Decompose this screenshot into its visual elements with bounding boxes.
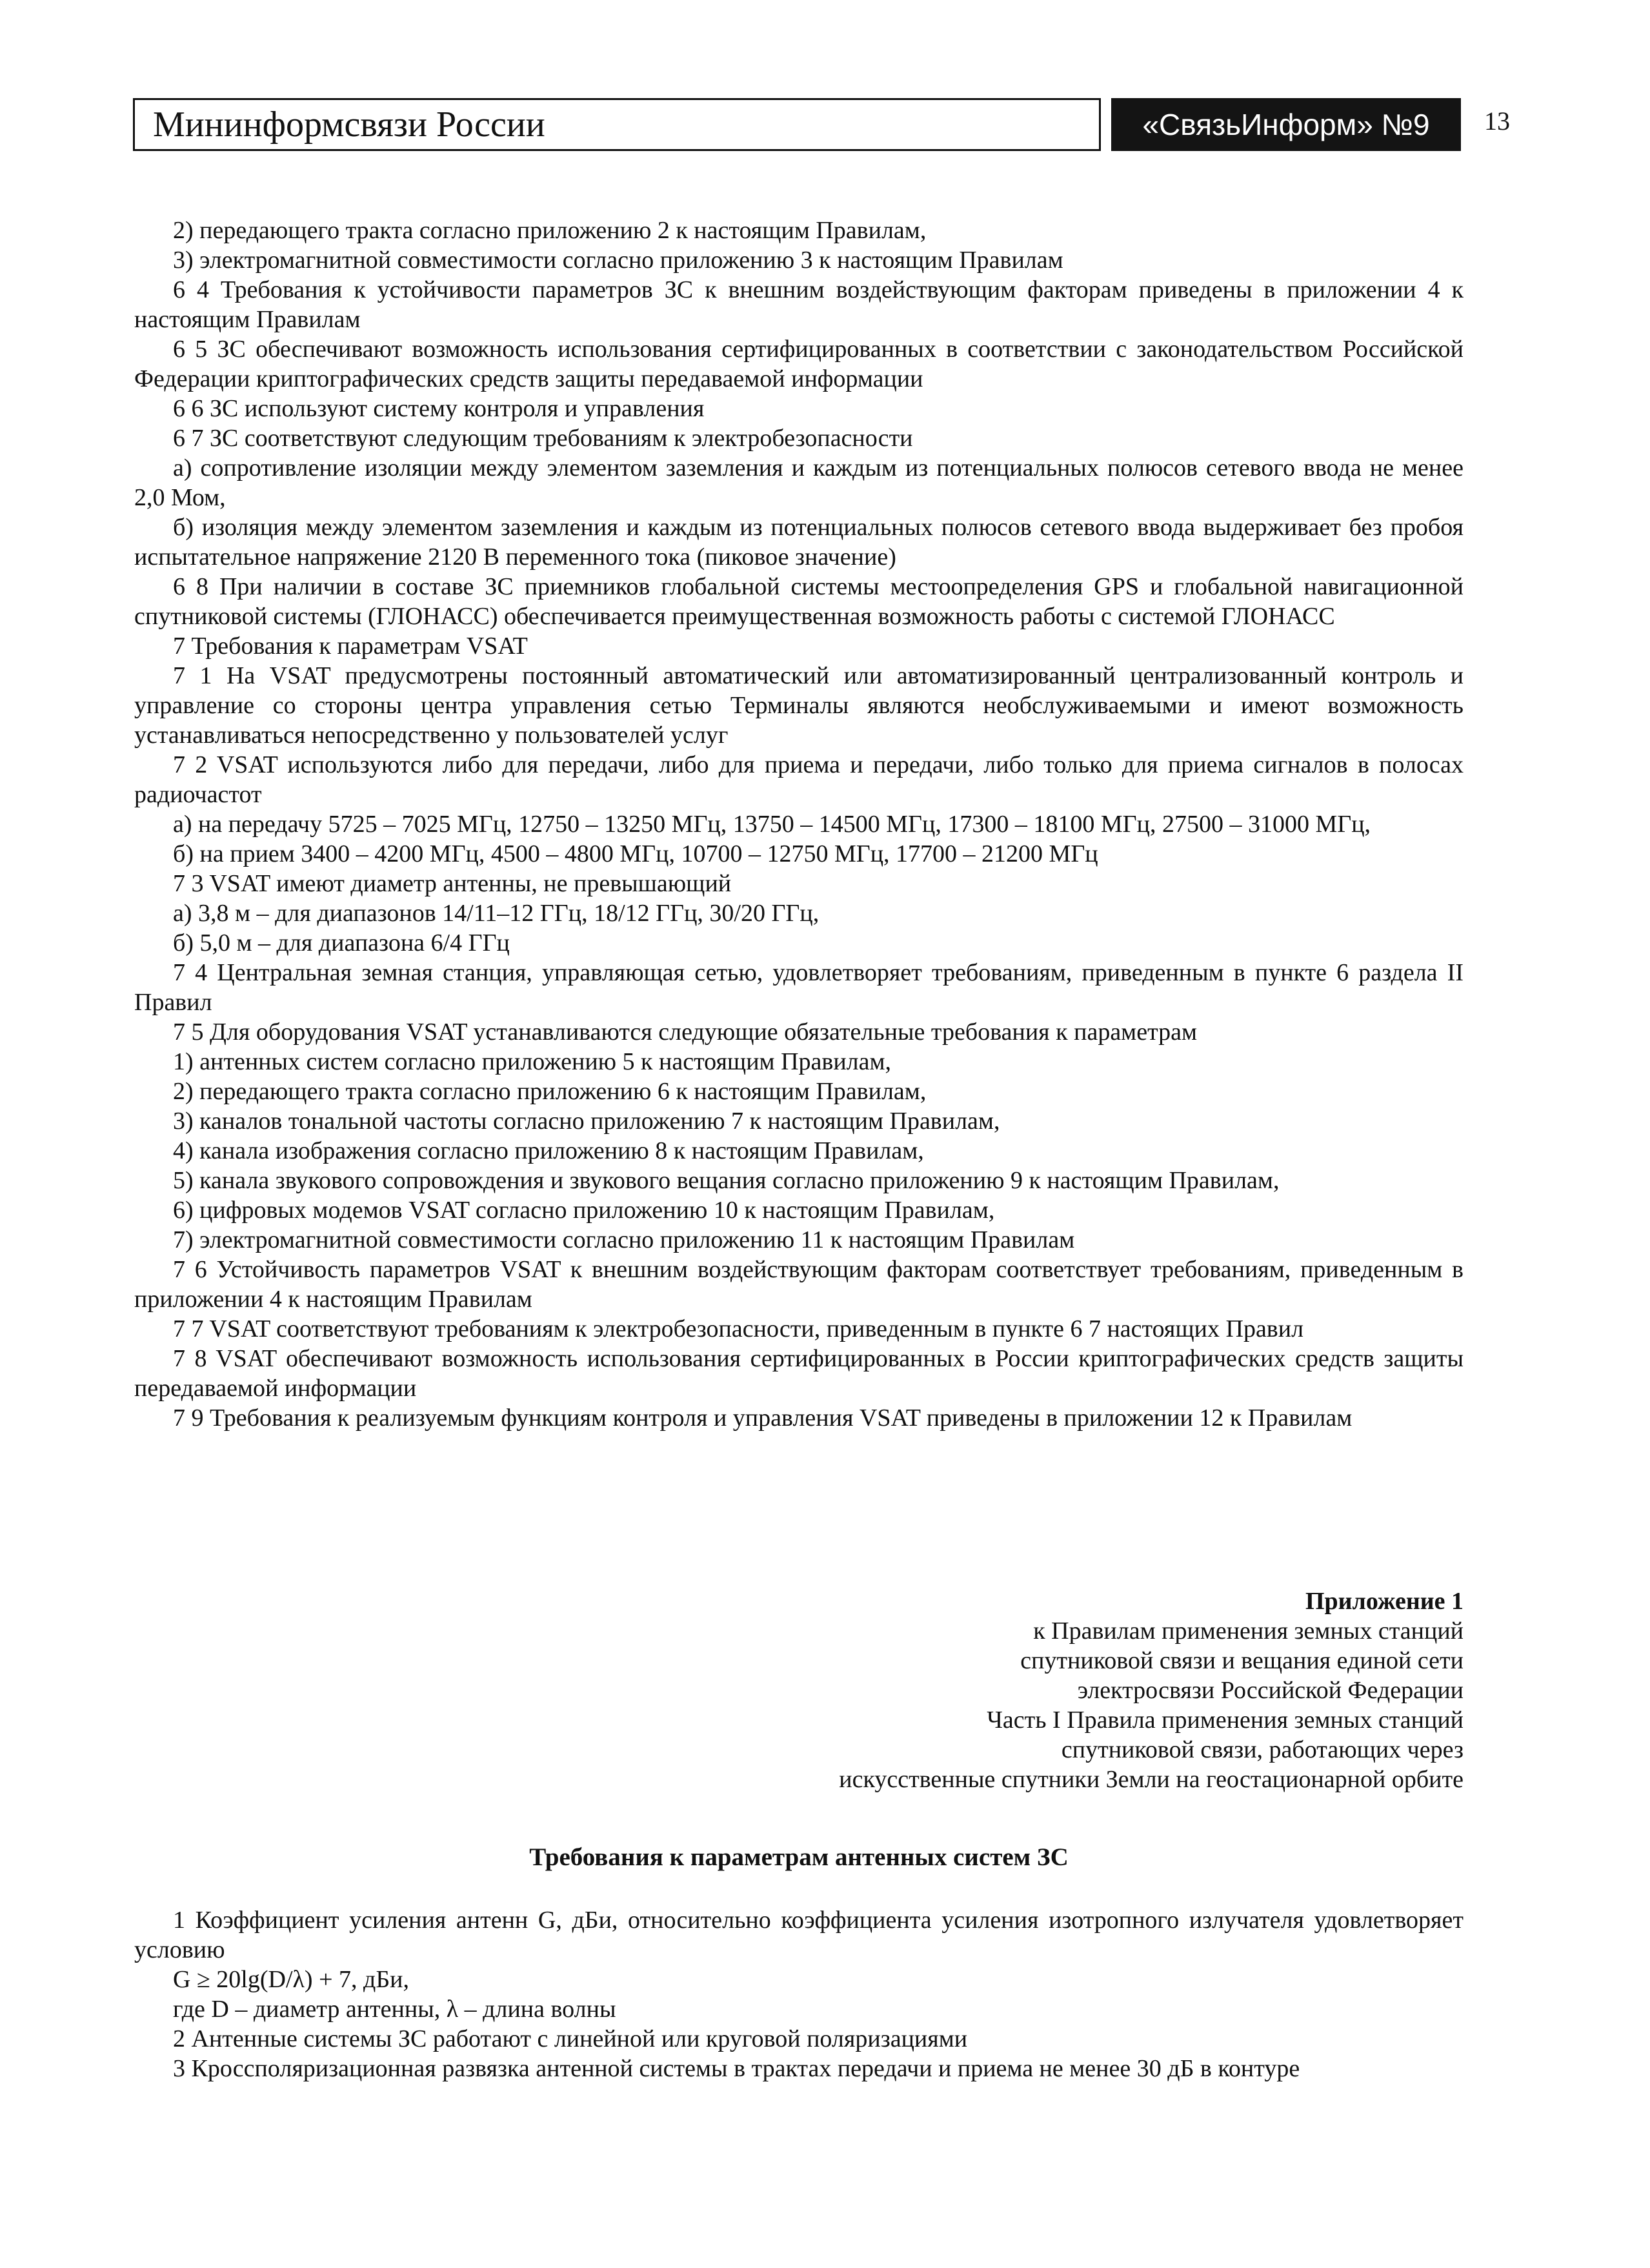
appendix-line: искусственные спутники Земли на геостационарной орбите [839,1766,1464,1793]
paragraph: 6 4 Требования к устойчивости параметров ЗС к внешним воздействующим факторам приведены в приложении 4 к настоящим Правилам [134,276,1464,333]
appendix-heading [645,1586,1464,1794]
paragraph: б) 5,0 м – для диапазона 6/4 ГГц [173,929,510,957]
paragraph: а) сопротивление изоляции между элементом заземления и каждым из потенциальных полюсов сетевого ввода не менее 2,0 Мом, [134,454,1464,511]
paragraph: 6 8 При наличии в составе ЗС приемников глобальной системы местоопределения GPS и глобальной навигационной спутниковой системы (ГЛОНАСС) обеспечивается преимущественная возможность работы с системой ГЛОНАСС [134,573,1464,630]
page-number: 13 [1484,106,1510,136]
paragraph: 7 Требования к параметрам VSAT [173,633,528,660]
paragraph: 7 9 Требования к реализуемым функциям контроля и управления VSAT приведены в приложении 12 к Правилам [173,1404,1353,1432]
paragraph: 7 5 Для оборудования VSAT устанавливаются следующие обязательные требования к параметрам [173,1018,1198,1046]
paragraph: 7 1 На VSAT предусмотрены постоянный автоматический или автоматизированный централизованный контроль и управление со стороны центра управления сетью Терминалы являются необслуживаемыми и имеют возможность устанавливаться непосредственно у пользователей услуг [134,662,1464,749]
paragraph: 7 8 VSAT обеспечивают возможность использования сертифицированных в России криптографических средств защиты передаваемой информации [134,1345,1464,1402]
header-journal-text: «СвязьИнформ» №9 [1142,108,1430,141]
paragraph: б) на прием 3400 – 4200 МГц, 4500 – 4800 МГц, 10700 – 12750 МГц, 17700 – 21200 МГц [173,840,1098,867]
paragraph: 6 7 ЗС соответствуют следующим требованиям к электробезопасности [173,425,913,452]
formula-legend: где D – диаметр антенны, λ – длина волны [173,1996,616,2023]
paragraph: 5) канала звукового сопровождения и звукового вещания согласно приложению 9 к настоящим Правилам, [173,1167,1280,1194]
formula: G ≥ 20lg(D/λ) + 7, дБи, [173,1966,410,1993]
appendix-line: спутниковой связи, работающих через [1061,1736,1464,1763]
paragraph: 6 5 ЗС обеспечивают возможность использования сертифицированных в соответствии с законодательством Российской Федерации криптографических средств защиты передаваемой информации [134,336,1464,392]
header-journal [1111,98,1461,151]
paragraph: 1 Коэффициент усиления антенн G, дБи, относительно коэффициента усиления изотропного излучателя удовлетворяет условию [134,1907,1464,1963]
paragraph: 7 4 Центральная земная станция, управляющая сетью, удовлетворяет требованиям, приведенным в пункте 6 раздела II Правил [134,959,1464,1016]
appendix-line: Часть I Правила применения земных станций [987,1706,1464,1734]
paragraph: а) 3,8 м – для диапазонов 14/11–12 ГГц, 18/12 ГГц, 30/20 ГГц, [173,900,820,927]
paragraph: 7 3 VSAT имеют диаметр антенны, не превышающий [173,870,732,897]
appendix-title: Приложение 1 [1305,1588,1464,1615]
paragraph: б) изоляция между элементом заземления и каждым из потенциальных полюсов сетевого ввода выдерживает без пробоя испытательное напряжение 2120 В переменного тока (пиковое значение) [134,514,1464,571]
paragraph: 4) канала изображения согласно приложению 8 к настоящим Правилам, [173,1137,924,1164]
paragraph: 2) передающего тракта согласно приложению 6 к настоящим Правилам, [173,1078,927,1105]
main-text [134,216,1464,1433]
paragraph: 3) каналов тональной частоты согласно приложению 7 к настоящим Правилам, [173,1108,1000,1135]
header-publisher [133,98,1101,151]
paragraph: 1) антенных систем согласно приложению 5 к настоящим Правилам, [173,1048,892,1075]
paragraph: 7 7 VSAT соответствуют требованиям к электробезопасности, приведенным в пункте 6 7 настоящих Правил [173,1315,1304,1342]
paragraph: 7) электромагнитной совместимости согласно приложению 11 к настоящим Правилам [173,1226,1075,1253]
paragraph: 6 6 ЗС используют систему контроля и управления [173,395,705,422]
appendix-line: к Правилам применения земных станций [1033,1617,1464,1645]
paragraph: 6) цифровых модемов VSAT согласно приложению 10 к настоящим Правилам, [173,1197,995,1224]
paragraph: 3 Кроссполяризационная развязка антенной системы в трактах передачи и приема не менее 30 дБ в контуре [173,2055,1300,2082]
paragraph: 7 6 Устойчивость параметров VSAT к внешним воздействующим факторам соответствует требованиям, приведенным в приложении 4 к настоящим Правилам [134,1256,1464,1313]
section-title: Требования к параметрам антенных систем ЗС [529,1843,1069,1871]
paragraph: 2) передающего тракта согласно приложению 2 к настоящим Правилам, [173,217,927,244]
paragraph: 2 Антенные системы ЗС работают с линейной или круговой поляризациями [173,2025,968,2052]
appendix-text [134,1905,1464,2083]
header-publisher-text: Мининформсвязи России [153,105,545,145]
paragraph: 7 2 VSAT используются либо для передачи, либо для приема и передачи, либо только для приема сигналов в полосах радиочастот [134,751,1464,808]
appendix-line: спутниковой связи и вещания единой сети [1020,1647,1464,1674]
paragraph: а) на передачу 5725 – 7025 МГц, 12750 – 13250 МГц, 13750 – 14500 МГц, 17300 – 18100 МГц, 27500 – 31000 МГц, [173,811,1371,838]
appendix-line: электросвязи Российской Федерации [1077,1677,1464,1704]
paragraph: 3) электромагнитной совместимости согласно приложению 3 к настоящим Правилам [173,247,1063,274]
